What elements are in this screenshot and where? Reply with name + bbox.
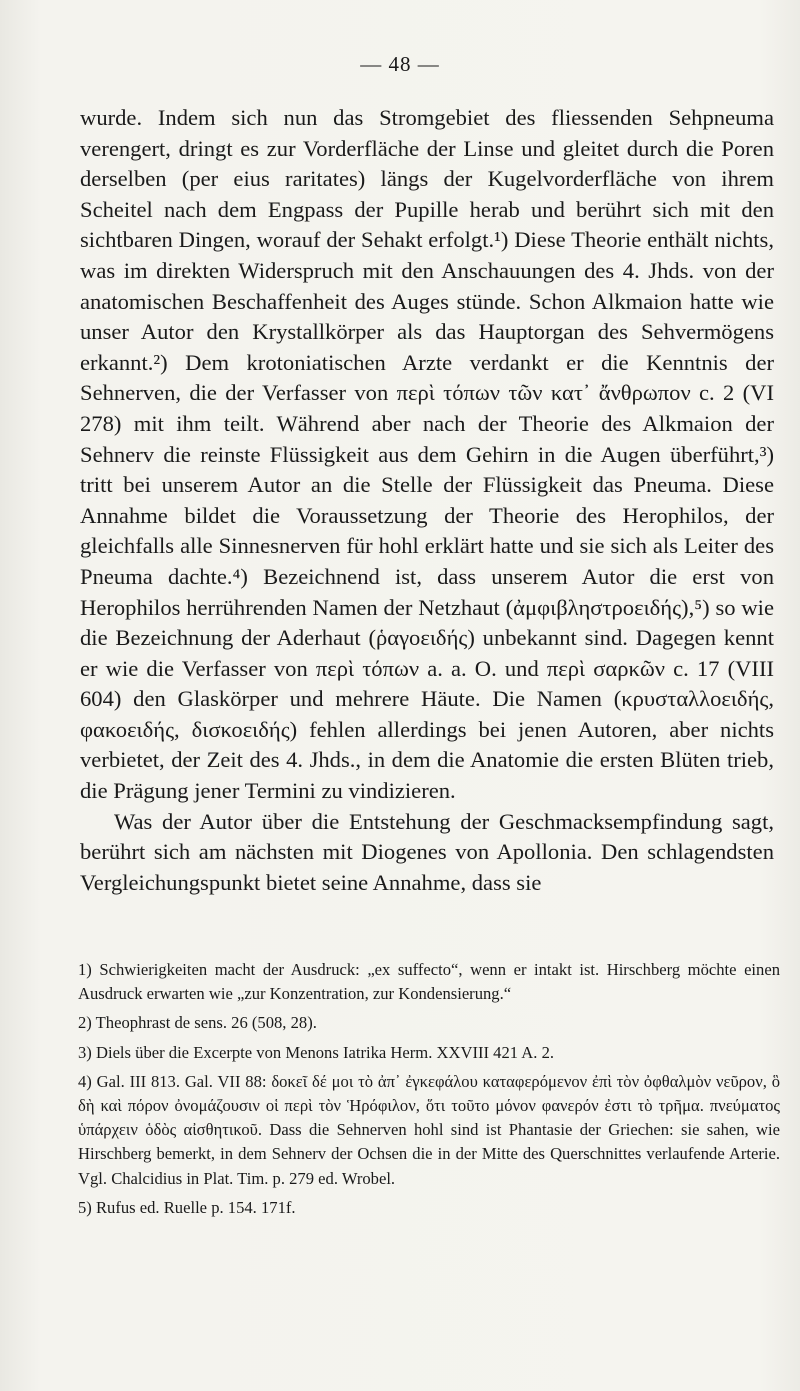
footnote-1: 1) Schwierigkeiten macht der Ausdruck: „ex suffecto“, wenn er intakt ist. Hirschberg möchte einen Ausdruck erwarten wie „zur Konzentration, zur Kondensierung.“	[78, 960, 780, 1004]
paragraph-2: Was der Autor über die Entstehung der Geschmacksempfindung sagt, berührt sich am nächsten mit Diogenes von Apollonia. Den schlagendsten Vergleichungspunkt bietet seine Annahme, dass sie	[80, 808, 774, 895]
footnote-5: 5) Rufus ed. Ruelle p. 154. 171f.	[78, 1197, 296, 1217]
footnotes	[78, 958, 780, 1225]
main-text	[80, 103, 774, 898]
footnote-3: 3) Diels über die Excerpte von Menons Iatrika Herm. XXVIII 421 A. 2.	[78, 1042, 555, 1062]
paragraph-1: wurde. Indem sich nun das Stromgebiet des fliessenden Sehpneuma verengert, dringt es zur Vorderfläche der Linse und gleitet durch die Poren derselben (per eius raritates) längs der Kugelvorderfläche von ihrem Scheitel nach dem Engpass der Pupille herab und berührt sich mit den sichtbaren Dingen, worauf der Sehakt erfolgt.¹) Diese Theorie enthält nichts, was im direkten Widerspruch mit den Anschauungen des 4. Jhds. von der anatomischen Beschaffenheit des Auges stünde. Schon Alkmaion hatte wie unser Autor den Krystallkörper als das Hauptorgan des Sehvermögens erkannt.²) Dem krotoniatischen Arzte verdankt er die Kenntnis der Sehnerven, die der Verfasser von περὶ τόπων τῶν κατ᾽ ἄνθρωπον c. 2 (VI 278) mit ihm teilt. Während aber nach der Theorie des Alkmaion der Sehnerv die reinste Flüssigkeit aus dem Gehirn in die Augen überführt,³) tritt bei unserem Autor an die Stelle der Flüssigkeit das Pneuma. Diese Annahme bildet die Voraussetzung der Theorie des Herophilos, der gleichfalls alle Sinnesnerven für hohl erklärt hatte und sie sich als Leiter des Pneuma dachte.⁴) Bezeichnend ist, dass unserem Autor die erst von Herophilos herrührenden Namen der Netzhaut (ἀμφιβληστροειδής),⁵) so wie die Bezeichnung der Aderhaut (ῥαγοειδής) unbekannt sind. Dagegen kennt er wie die Verfasser von περὶ τόπων a. a. O. und περὶ σαρκῶν c. 17 (VIII 604) den Glaskörper und mehrere Häute. Die Namen (κρυσταλλοειδής, φακοειδής, δισκοειδής) fehlen allerdings bei jenen Autoren, aber nichts verbietet, der Zeit des 4. Jhds., in dem die Anatomie die ersten Blüten trieb, die Prägung jener Termini zu vindizieren.	[80, 105, 774, 804]
page-number: — 48 —	[360, 52, 440, 76]
footnote-2: 2) Theophrast de sens. 26 (508, 28).	[78, 1013, 317, 1033]
footnote-4: 4) Gal. III 813. Gal. VII 88: δοκεῖ δέ μοι τὸ ἀπ᾽ ἐγκεφάλου καταφερόμενον ἐπὶ τὸν ὀφθαλμὸν νεῦρον, ὃ δὴ καὶ πόρον ὀνομάζουσιν οἱ περὶ τὸν Ἡρόφιλον, ὅτι τοῦτο μόνον φανερόν ἐστι τὸ τρῆμα. πνεύματος ὑπάρχειν ὁδὸς αἰσθητικοῦ. Dass die Sehnerven hohl sind ist Phantasie der Griechen: sie sahen, wie Hirschberg bemerkt, in dem Sehnerv der Ochsen die in der Mitte des Querschnittes verlaufende Arterie. Vgl. Chalcidius in Plat. Tim. p. 279 ed. Wrobel.	[78, 1071, 780, 1188]
